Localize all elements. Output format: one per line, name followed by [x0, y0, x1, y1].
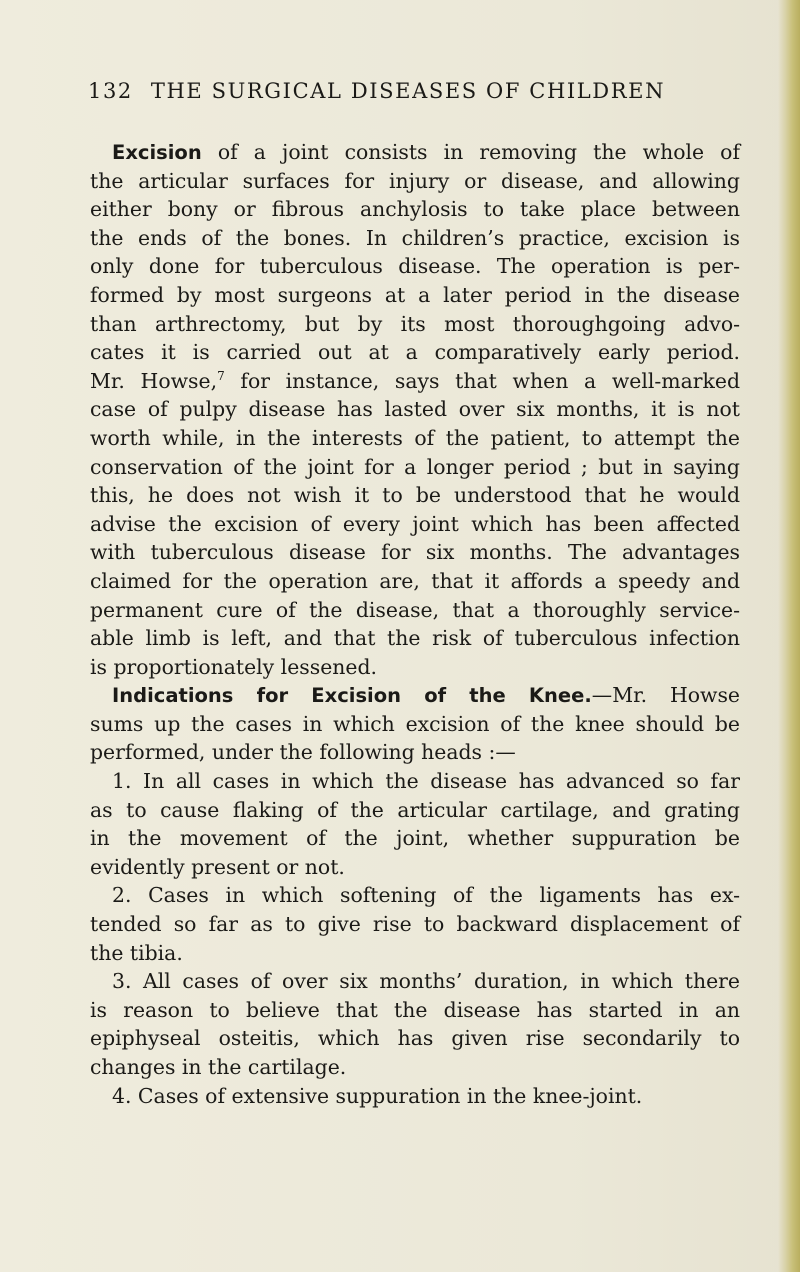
line-text: than arthrectomy, but by its most thoroughgoing advo- — [90, 311, 740, 336]
text-line — [90, 967, 740, 996]
line-text: 1. In all cases in which the disease has advanced so far — [112, 769, 740, 794]
text-line — [90, 510, 740, 539]
line-text: 3. All cases of over six months’ duration, in which there — [112, 969, 740, 994]
text-line — [90, 424, 740, 453]
text-line — [90, 767, 740, 796]
line-text: epiphyseal osteitis, which has given rise secondarily to — [90, 1026, 740, 1051]
line-text: Mr. Howse, — [90, 368, 218, 393]
line-text: tended so far as to give rise to backward displacement of — [90, 912, 740, 937]
text-line — [90, 738, 740, 767]
text-line — [90, 1082, 740, 1111]
text-line — [90, 796, 740, 825]
text-line — [90, 596, 740, 625]
line-text: of a joint consists in removing the whole of — [201, 140, 740, 164]
text-line — [90, 824, 740, 853]
line-text: conservation of the joint for a longer period ; but in saying — [90, 454, 740, 479]
line-text: the ends of the bones. In children’s practice, excision is — [90, 225, 740, 250]
text-line — [90, 996, 740, 1025]
line-text: 4. Cases of extensive suppuration in the knee-joint. — [112, 1083, 643, 1108]
running-title: THE SURGICAL DISEASES OF CHILDREN — [150, 79, 666, 103]
text-line — [90, 252, 740, 281]
line-text: the tibia. — [90, 940, 183, 965]
line-text: permanent cure of the disease, that a thoroughly service- — [90, 597, 740, 622]
text-line — [90, 567, 740, 596]
line-text: 2. Cases in which softening of the ligaments has ex- — [112, 883, 740, 908]
body-text — [90, 138, 740, 1110]
footnote-ref: 7 — [217, 368, 225, 383]
line-text: advise the excision of every joint which has been affected — [90, 511, 740, 536]
text-line — [90, 1053, 740, 1082]
line-text: able limb is left, and that the risk of tuberculous infection — [90, 626, 740, 651]
page-edge-shadow — [778, 0, 800, 1272]
text-line — [90, 167, 740, 196]
line-text: performed, under the following heads :— — [90, 740, 516, 765]
section-lead: Excision — [112, 141, 202, 164]
running-head — [88, 79, 728, 103]
text-line — [90, 195, 740, 224]
line-text: —Mr. Howse — [591, 683, 740, 708]
line-text: either bony or fibrous anchylosis to take place between — [90, 197, 740, 222]
line-text: as to cause flaking of the articular cartilage, and grating — [90, 797, 740, 822]
line-text: is reason to believe that the disease has started in an — [90, 997, 740, 1022]
text-line — [90, 310, 740, 339]
section-lead: Indications for Excision of the Knee. — [112, 684, 592, 708]
line-text: claimed for the operation are, that it affords a speedy and — [90, 568, 740, 593]
text-line — [90, 224, 740, 253]
text-line — [90, 453, 740, 482]
line-text: this, he does not wish it to be understood that he would — [90, 483, 740, 508]
text-line — [90, 367, 740, 396]
text-line — [90, 481, 740, 510]
text-line — [90, 853, 740, 882]
text-line — [90, 538, 740, 567]
text-line — [90, 138, 740, 167]
line-text: worth while, in the interests of the patient, to attempt the — [90, 425, 740, 450]
page-number: 132 — [88, 79, 133, 103]
text-line — [90, 338, 740, 367]
line-text: changes in the cartilage. — [90, 1055, 347, 1079]
text-line — [90, 910, 740, 939]
text-line — [90, 939, 740, 968]
text-line — [90, 681, 740, 710]
text-line — [90, 624, 740, 653]
line-text: with tuberculous disease for six months. The advantages — [90, 540, 740, 565]
line-text: sums up the cases in which excision of the knee should be — [90, 711, 740, 736]
text-line — [90, 710, 740, 739]
line-text: cates it is carried out at a comparatively early period. — [90, 340, 740, 365]
line-text: is proportionately lessened. — [90, 654, 378, 679]
text-line — [90, 395, 740, 424]
line-text: in the movement of the joint, whether suppuration be — [90, 826, 740, 851]
line-text: formed by most surgeons at a later period in the disease — [90, 282, 740, 307]
text-line — [90, 281, 740, 310]
text-line — [90, 1024, 740, 1053]
line-text-after: for instance, says that when a well-marked — [224, 368, 741, 393]
text-line — [90, 881, 740, 910]
line-text: case of pulpy disease has lasted over six months, it is not — [90, 397, 740, 422]
line-text: the articular surfaces for injury or disease, and allowing — [90, 168, 740, 193]
line-text: evidently present or not. — [90, 854, 345, 879]
line-text: only done for tuberculous disease. The operation is per- — [90, 254, 740, 279]
text-line — [90, 653, 740, 682]
